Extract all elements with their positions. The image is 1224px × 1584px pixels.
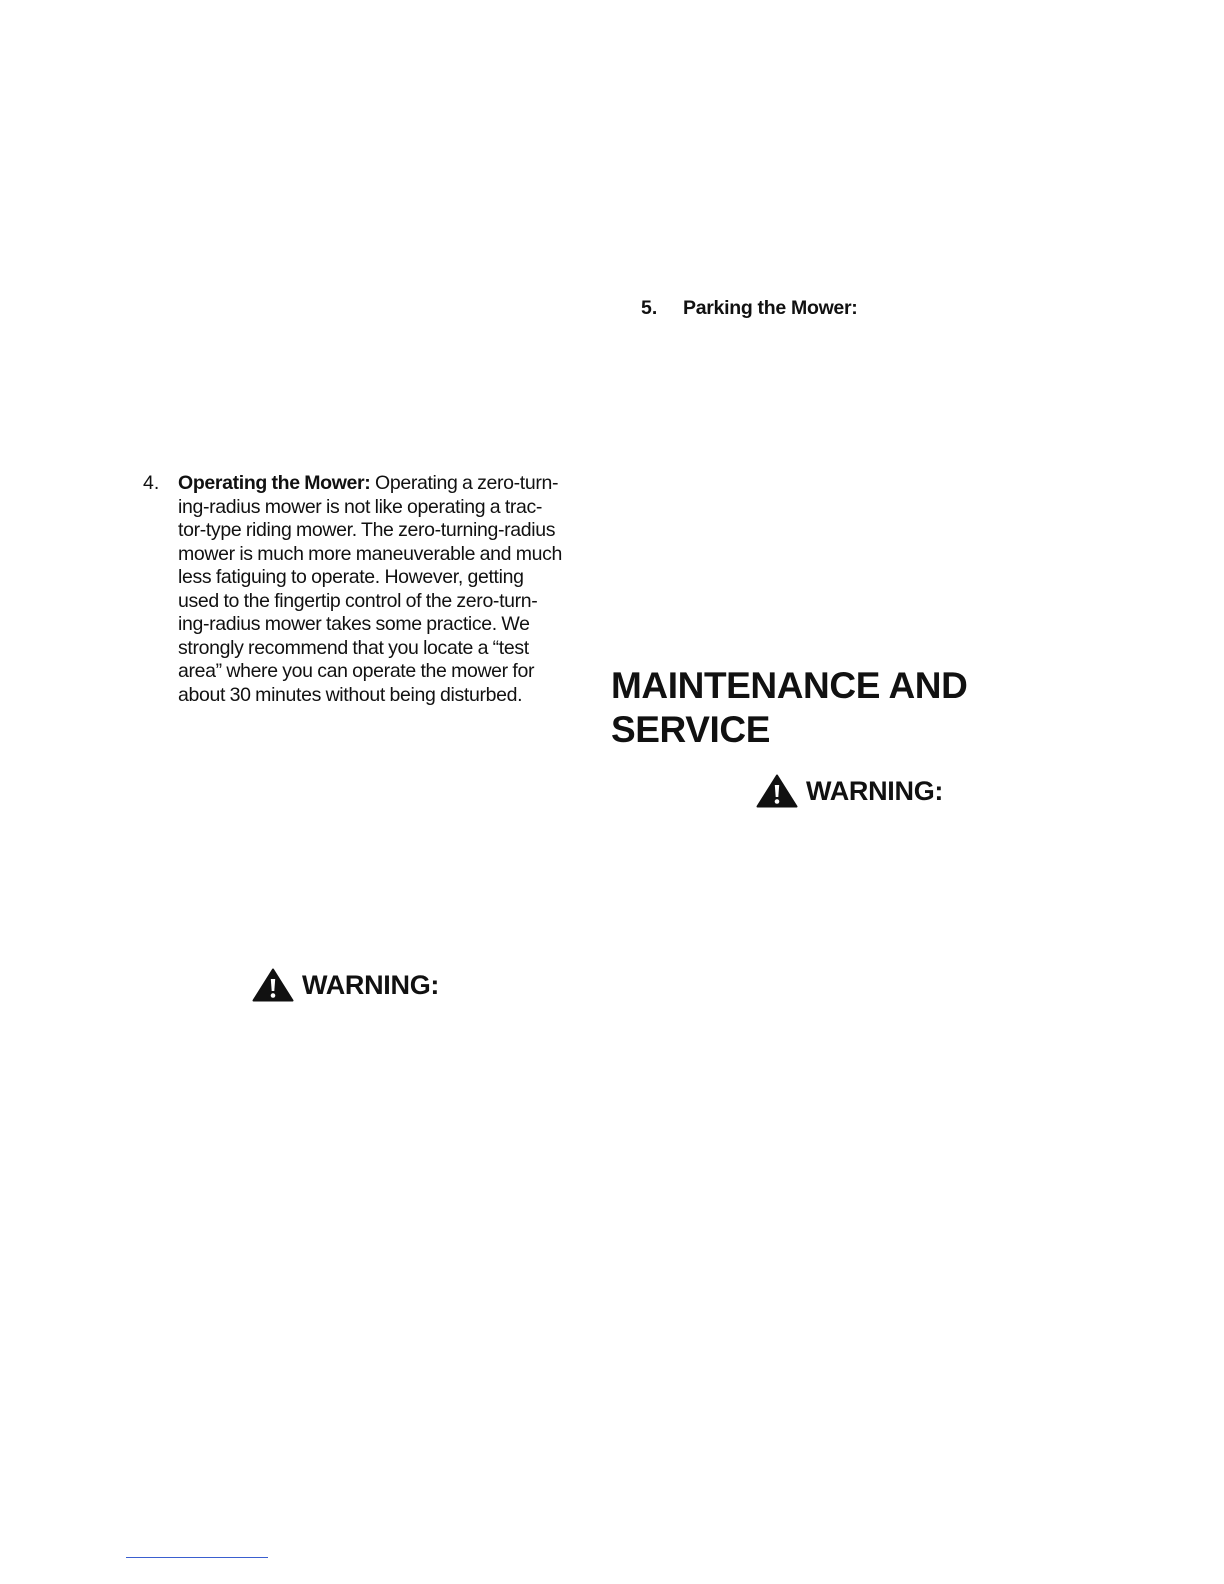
item-4-line: area” where you can operate the mower for: [178, 660, 535, 682]
warning-label-right: WARNING:: [806, 776, 944, 806]
warning-triangle-icon: [252, 968, 294, 1002]
item-4-line: ing-radius mower takes some practice. We: [178, 613, 530, 635]
warning-notice-right: [756, 774, 943, 808]
item-4-line: Operating a zero-turn-: [370, 472, 559, 494]
item-4-paragraph: [178, 472, 578, 707]
item-4-line: ing-radius mower is not like operating a trac-: [178, 495, 543, 518]
item-4-line: mower is much more maneuverable and much: [178, 542, 563, 565]
item-4-number: 4.: [143, 472, 160, 494]
item-4-line: tor-type riding mower. The zero-turning-radius: [178, 519, 556, 541]
item-5-number: 5.: [641, 297, 658, 319]
item-4-first-line: [178, 472, 578, 496]
warning-notice-left: [252, 968, 439, 1002]
item-5-title: Parking the Mower:: [683, 297, 858, 319]
item-4-line: less fatiguing to operate. However, getting: [178, 566, 524, 588]
item-4-line: strongly recommend that you locate a “test: [178, 636, 529, 659]
item-4-line: used to the fingertip control of the zero-turn-: [178, 589, 538, 612]
section-heading: [611, 664, 1091, 752]
footnote-divider: [126, 1557, 268, 1558]
warning-label-left: WARNING:: [302, 970, 440, 1000]
section-heading-line-2: SERVICE: [611, 709, 770, 750]
section-heading-line-1: MAINTENANCE AND: [611, 665, 968, 706]
item-4-line: about 30 minutes without being disturbed.: [178, 683, 523, 706]
item-4-title: Operating the Mower:: [178, 472, 371, 494]
warning-triangle-icon: [756, 774, 798, 808]
